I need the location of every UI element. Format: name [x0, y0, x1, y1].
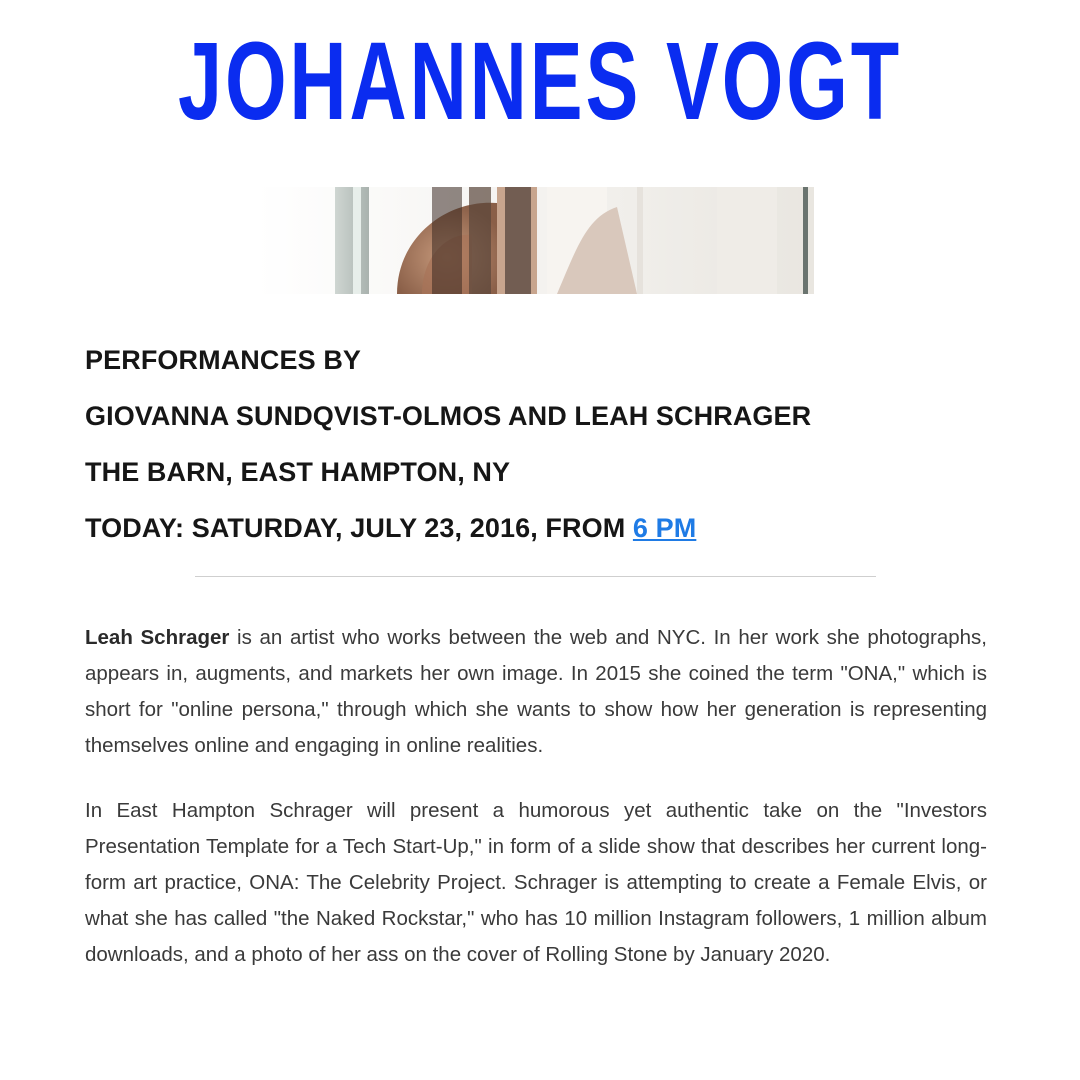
brand-logo: JOHANNES VOGT [178, 20, 902, 143]
event-date [85, 500, 1005, 556]
performer-names: GIOVANNA SUNDQVIST-OLMOS AND LEAH SCHRAGER [85, 401, 812, 431]
photo-collage [257, 187, 814, 294]
artist-name: Leah Schrager [85, 626, 230, 649]
event-title: PERFORMANCES BY [85, 345, 362, 375]
banner-image [257, 187, 814, 294]
paragraph-1 [85, 620, 987, 764]
divider [195, 576, 876, 577]
article-body [85, 620, 987, 1002]
event-location: THE BARN, EAST HAMPTON, NY [85, 457, 511, 487]
paragraph-1-text: is an artist who works between the web and NYC. In her work she photographs, appears in, augments, and markets her own image. In 2015 she coined the term "ONA," which is short for "online persona," through which she wants to show how her generation is representing themselves online and engaging in online realities. [85, 626, 987, 757]
event-date-text: TODAY: SATURDAY, JULY 23, 2016, FROM [85, 513, 633, 543]
paragraph-2: In East Hampton Schrager will present a humorous yet authentic take on the "Investors Presentation Template for a Tech Start-Up," in form of a slide show that describes her current long-form art practice, ONA: The Celebrity Project. Schrager is attempting to create a Female Elvis, or what she has called "the Naked Rockstar," who has 10 million Instagram followers, 1 million album downloads, and a photo of her ass on the cover of Rolling Stone by January 2020. [85, 799, 987, 966]
event-details [85, 332, 1005, 556]
event-time-link[interactable]: 6 PM [632, 513, 697, 543]
